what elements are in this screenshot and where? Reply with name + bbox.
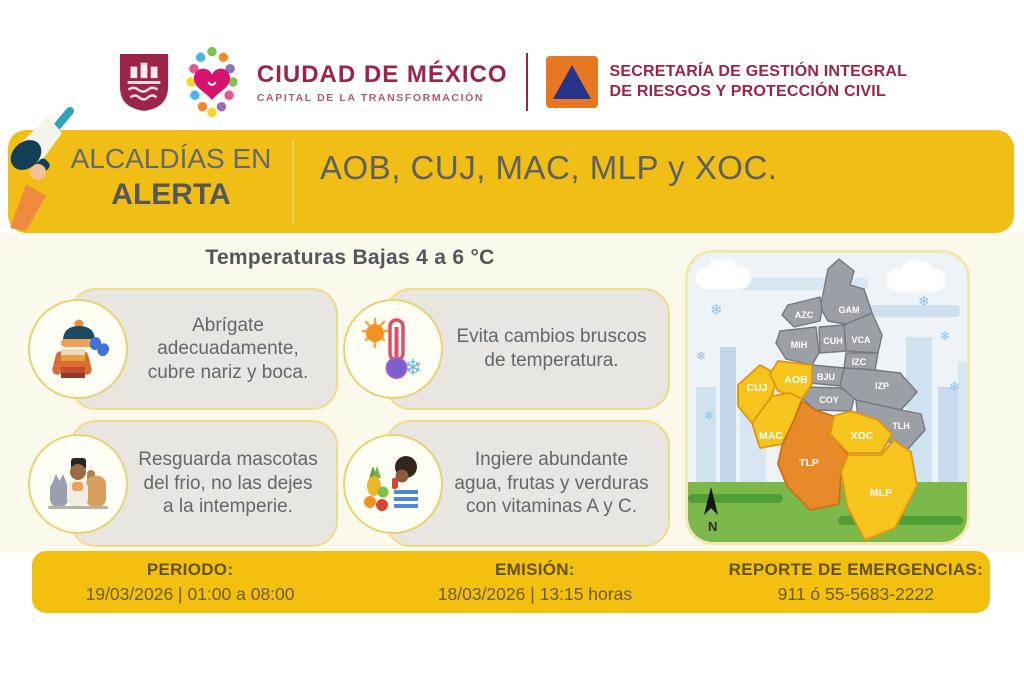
advice-card-hydration bbox=[385, 420, 670, 547]
periodo-value: 19/03/2026 | 01:00 a 08:00 bbox=[85, 583, 295, 604]
snowflake-icon: ❄ bbox=[940, 329, 951, 343]
emision-label: EMISIÓN: bbox=[495, 559, 575, 579]
advice-card-pets bbox=[70, 420, 338, 547]
brand-text bbox=[257, 61, 508, 104]
pets-icon bbox=[28, 434, 128, 534]
footer-bar bbox=[32, 551, 990, 613]
cdmx-shield-logo bbox=[117, 51, 171, 113]
borough-label: IZC bbox=[851, 357, 867, 367]
city-map-card bbox=[685, 250, 970, 545]
footer-periodo bbox=[32, 560, 348, 605]
borough-label: XOC bbox=[850, 430, 874, 442]
periodo-label: PERIODO: bbox=[146, 559, 234, 579]
svg-text:❄: ❄ bbox=[403, 355, 423, 380]
banner-regions: AOB, CUJ, MAC, MLP y XOC. bbox=[320, 149, 778, 186]
content-band bbox=[0, 233, 1024, 551]
advice-card-text: Resguarda mascotas del frio, no las dejes a la intemperie. bbox=[138, 449, 318, 518]
advice-card-text: Evita cambios bruscos de temperatura. bbox=[456, 326, 647, 371]
cdmx-heart-emblem bbox=[181, 44, 243, 120]
borough-label: MIH bbox=[790, 340, 808, 350]
advice-card-temperature bbox=[385, 288, 670, 410]
alert-banner bbox=[8, 130, 1014, 233]
reporte-value: 911 ó 55-5683-2222 bbox=[777, 583, 935, 604]
reporte-label: REPORTE DE EMERGENCIAS: bbox=[728, 559, 984, 579]
secretariat-line1: SECRETARÍA DE GESTIÓN INTEGRAL bbox=[609, 63, 908, 80]
footer-emision bbox=[348, 560, 722, 605]
borough-label: VCA bbox=[851, 335, 871, 345]
borough-label: CUH bbox=[823, 336, 843, 346]
winter-clothes-icon bbox=[28, 299, 128, 399]
banner-title-line2: ALERTA bbox=[111, 178, 231, 211]
borough-label: GAM bbox=[838, 305, 860, 315]
advice-card-text: Abrígate adecuadamente, cubre nariz y boca. bbox=[147, 314, 309, 383]
borough-label: AZC bbox=[794, 310, 814, 320]
brand-title: CIUDAD DE MÉXICO bbox=[256, 60, 508, 88]
cdmx-borough-map bbox=[688, 253, 967, 542]
temperature-heading: Temperaturas Bajas 4 a 6 °C bbox=[205, 246, 495, 269]
borough-label: BJU bbox=[816, 372, 836, 382]
borough-label: CUJ bbox=[746, 382, 768, 394]
secretariat-line2: DE RIESGOS Y PROTECCIÓN CIVIL bbox=[609, 83, 886, 100]
banner-divider bbox=[292, 139, 294, 224]
borough-label: IZP bbox=[874, 381, 890, 391]
borough-label: TLP bbox=[799, 457, 819, 469]
banner-title-line1: ALCALDÍAS EN bbox=[70, 143, 272, 174]
snowflake-icon: ❄ bbox=[696, 349, 707, 363]
proteccion-civil-logo bbox=[546, 56, 598, 108]
header-divider bbox=[526, 53, 528, 111]
snowflake-icon: ❄ bbox=[918, 293, 930, 309]
header bbox=[0, 40, 1024, 124]
borough-label: MAC bbox=[759, 430, 783, 442]
borough-label: MLP bbox=[869, 487, 893, 499]
secretariat-title bbox=[610, 62, 908, 102]
brand-subtitle: CAPITAL DE LA TRANSFORMACIÓN bbox=[256, 91, 485, 104]
snowflake-icon: ❄ bbox=[704, 409, 715, 423]
borough-label: TLH bbox=[892, 421, 910, 431]
footer-reporte bbox=[722, 560, 990, 605]
advice-card-text: Ingiere abundante agua, frutas y verduras con vitaminas A y C. bbox=[454, 449, 649, 518]
emision-value: 18/03/2026 | 13:15 horas bbox=[437, 583, 633, 604]
snowflake-icon: ❄ bbox=[710, 302, 723, 319]
thermometer-icon bbox=[343, 299, 443, 399]
banner-title bbox=[50, 143, 292, 212]
snowflake-icon: ❄ bbox=[949, 379, 960, 394]
compass-label: N bbox=[708, 519, 718, 534]
borough-label: COY bbox=[819, 395, 839, 405]
compass-north bbox=[704, 487, 718, 534]
borough-GAM bbox=[820, 259, 872, 325]
borough-label: AOB bbox=[784, 374, 808, 386]
fruits-icon bbox=[343, 434, 443, 534]
advice-card-clothing bbox=[70, 288, 338, 410]
